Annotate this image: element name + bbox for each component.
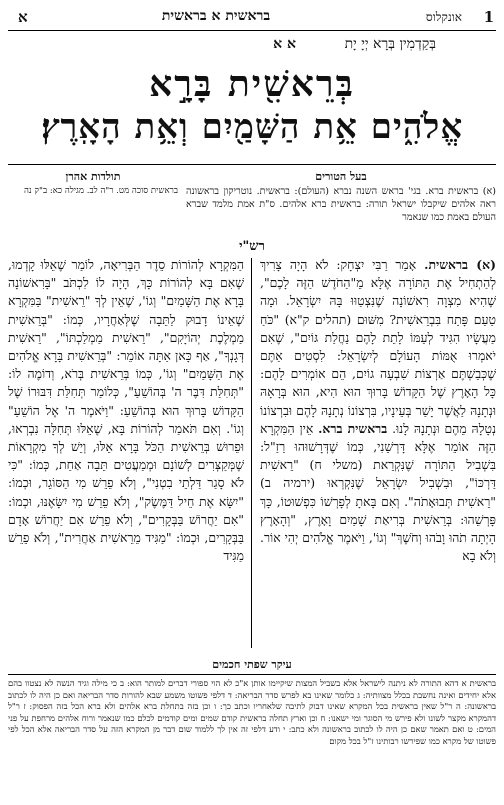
rashi-lemma-2: בראשית ברא. (318, 420, 388, 436)
baal-haturim-text: (א) בראשית ברא. בגי' בראש השנה נברא (העולם): בראשית. נוטריקון בראשונה ראה אלהים שיקבלו ישראל תורה: בראשית ברא אלהים. ס"ת אמת מלמד שברא העולם באמת כמו שנאמר (186, 186, 496, 223)
toldot-aharon-text: בראשית סוכה מט. ר"ה לב. מגילה כא: ב"ק נה (23, 186, 178, 196)
rashi-text-3: הַמִּקְרָא לְהוֹרוֹת סֵדֶר הַבְּרִיאָה, לוֹמַר שֶׁאֵלּוּ קָדְמוּ, שֶׁאִם בָּא לְהוֹרוֹת כָּךְ, הָיָה לוֹ לִכְתֹּב "בָּרִאשׁוֹנָה בָּרָא אֶת הַשָּׁמַיִם" וְגוֹ', שֶׁאֵין לְךָ "רֵאשִׁית" בַּמִּקְרָא שֶׁאֵינוֹ דָבוּק לַתֵּבָה שֶׁלְּאַחֲרָיו, כְּמוֹ: "בְּרֵאשִׁית מַמְלֶכֶת יְהוֹיָקִם", "רֵאשִׁית מַמְלַכְתּוֹ", "רֵאשִׁית דְּגָנְךָ", אַף כָּאן אַתָּה אוֹמֵר: "בְּרֵאשִׁית בָּרָא אֱלֹהִים אֶת הַשָּׁמַיִם" וְגוֹ', כְּמוֹ בְּרֵאשִׁית בְּרֹא, וְדוֹמֶה לוֹ: "תְּחִלַּת דִּבֶּר ה' בְּהוֹשֵׁעַ", כְּלוֹמַר תְּחִלַּת דִּבּוּרוֹ שֶׁל הַקָּדוֹשׁ בָּרוּךְ הוּא בְּהוֹשֵׁעַ: "וַיֹּאמֶר ה' אֶל הוֹשֵׁעַ" וְגוֹ'. וְאִם תֹּאמַר לְהוֹרוֹת בָּא, שֶׁאֵלּוּ תְּחִלָּה נִבְרְאוּ, וּפֵרוּשׁ בְּרֵאשִׁית הַכֹּל בָּרָא אֵלּוּ, וְיֵשׁ לְךָ מִקְרָאוֹת שֶׁמְּקַצְּרִים לְשׁוֹנָם וּמְמַעֲטִים תֵּבָה אַחַת, כְּמוֹ: "כִּי לֹא סָגַר דַּלְתֵי בִטְנִי", וְלֹא פֵרֵשׁ מִי הַסּוֹגֵר, וּכְמוֹ: "יִשָּׂא אֶת חֵיל דַּמֶּשֶׂק", וְלֹא פֵרֵשׁ מִי יִשָּׂאֶנּוּ, וּכְמוֹ: "אִם יַחֲרוֹשׁ בַּבְּקָרִים", וְלֹא פֵרֵשׁ אִם יַחֲרוֹשׁ אָדָם בַּבְּקָרִים, וּכְמוֹ: "מַגִּיד מֵרֵאשִׁית אַחֲרִית", וְלֹא פֵרֵשׁ מַגִּיד (8, 257, 244, 564)
rashi-lemma: (א) בראשית. (424, 257, 496, 272)
targum-text: בְּקַדְמִין בְּרָא יְיָ יָת (344, 36, 436, 52)
targum-line (8, 36, 496, 56)
chapter-letter: א (18, 8, 28, 26)
rashi-column-right (260, 256, 496, 650)
verse-rule (8, 164, 496, 165)
rashi-text-2: אֵין הַמִּקְרָא הַזֶּה אוֹמֵר אֶלָּא דָּרְשֵׁנִי, כְּמוֹ שֶׁדְּרָשׁוּהוּ רַזַ"ל: בִּשְׁבִיל הַתּוֹרָה שֶׁנִּקְרֵאת (משלי ח) "רֵאשִׁית דַּרְכּוֹ", וּבִשְׁבִיל יִשְׂרָאֵל שֶׁנִּקְרְאוּ (ירמיה ב) "רֵאשִׁית תְּבוּאָתֹה". וְאִם בָּאתָ לְפָרְשׁוֹ כִּפְשׁוּטוֹ, כָּךְ פָּרְשֵׁהוּ: בְּרֵאשִׁית בְּרִיאַת שָׁמַיִם וָאָרֶץ, "וְהָאָרֶץ הָיְתָה תֹהוּ וָבֹהוּ וְחֹשֶׁךְ" וְגוֹ', וַיֹּאמֶר אֱלֹהִים יְהִי אוֹר. וְלֹא בָא (260, 420, 496, 564)
sifsei-chachamim-text: בראשית א דהא התורה לא ניתנה לישראל אלא בשביל המצות שיקיימו אותן א"כ לא הוי ספורי דברים למותר הוא: ב כי מילה וגיד הנשה לא נצטוו בהם אלא יחידים ואינה נחשבת בכלל מצוותיה: ג כלומר שאינו בא לפרש סדר הבריאה: ד דלפי פשוטו משמע שבא להורות סדר הבריאה ואם כן היה לו לכתוב בראשונה: ה ר"ל שאין בראשית בכל המקרא שאינו דבוק לתיבה שלאחריו וכתב כך: ו וכן בזה בתחלת ברא אלהים ולא ברא הכל בזה הפסוק: ז ר"ל דהמקרא מקצר לשונו ולא פירש מי הסוגר ומי ישאנו: ח וכן וארץ תחלה בראשית קודם שמים ומים קודמים לכלם כמו שנאמר ורוח אלהים מרחפת על פני המים: ט ואם תאמר שאם כן היה לו לכתוב בראשונה ולא כתב: י ודע דלפי זה אין לך ללמוד שום דבר מן המקרא הזה על סדר הבריאה אלא הכל לפי פשוטו של מקרא כמו שפירשו רבותינו ז"ל בכל מקום (8, 678, 496, 746)
baal-haturim-commentary (186, 170, 496, 224)
main-verse-line-1: בְּרֵאשִׁ֖ית בָּרָ֣א (149, 63, 355, 105)
baal-haturim-title: בעל הטורים (315, 170, 367, 183)
toldot-aharon-commentary (8, 170, 178, 197)
main-verse-line-2: אֱלֹהִ֑ים אֵ֥ת הַשָּׁמַ֖יִם וְאֵ֥ת הָאָֽרֶץ׃ (40, 107, 464, 147)
page-number: 1 (483, 8, 494, 26)
header-rule (8, 30, 496, 31)
main-verse (6, 62, 498, 148)
rashi-text-1: אָמַר רַבִּי יִצְחָק: לֹא הָיָה צָרִיךְ לְהַתְחִיל אֶת הַתּוֹרָה אֶלָּא מֵ"הַחֹדֶשׁ הַזֶּה לָכֶם", שֶׁהִיא מִצְוָה רִאשׁוֹנָה שֶׁנִּצְטַוּוּ בָּהּ יִשְׂרָאֵל. וּמָה טַעַם פָּתַח בִּבְרֵאשִׁית? מִשּׁוּם (תהלים ק"א) "כֹּחַ מַעֲשָׂיו הִגִּיד לְעַמּוֹ לָתֵת לָהֶם נַחֲלַת גּוֹיִם", שֶׁאִם יֹאמְרוּ אֻמּוֹת הָעוֹלָם לְיִשְׂרָאֵל: לִסְטִים אַתֶּם שֶׁכְּבַשְׁתֶּם אַרְצוֹת שִׁבְעָה גוֹיִם, הֵם אוֹמְרִים לָהֶם: כָּל הָאָרֶץ שֶׁל הַקָּדוֹשׁ בָּרוּךְ הוּא הִיא, הוּא בְּרָאָהּ וּנְתָנָהּ לַאֲשֶׁר יָשַׁר בְּעֵינָיו, בִּרְצוֹנוֹ נְתָנָהּ לָהֶם וּבִרְצוֹנוֹ נְטָלָהּ מֵהֶם וּנְתָנָהּ לָנוּ. (260, 257, 496, 436)
sifsei-chachamim-heading: עיקר שפתי חכמים (212, 658, 292, 671)
rashi-column-left (8, 256, 244, 650)
toldot-aharon-title: תולדות אהרן (65, 170, 121, 183)
sifsei-rule (8, 674, 496, 675)
running-title: בראשית א בראשית (161, 8, 271, 24)
header-targum-label: אונקלוס (425, 10, 462, 24)
page-header (6, 8, 498, 28)
verse-markers: א א (273, 36, 296, 52)
rashi-heading: רש"י (239, 239, 265, 254)
column-divider (251, 258, 252, 648)
